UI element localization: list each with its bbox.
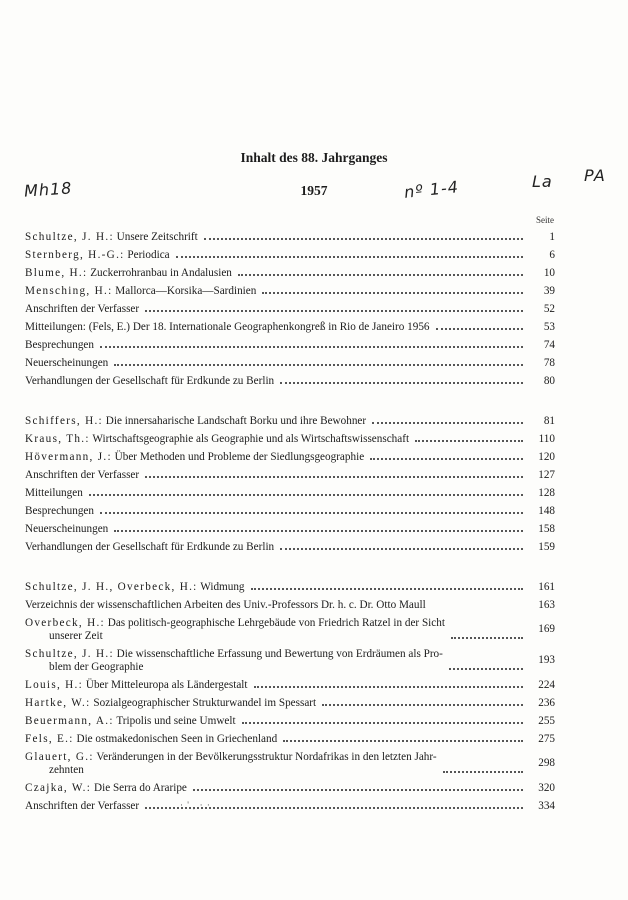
toc-page-number: 53 xyxy=(543,320,555,333)
toc-section xyxy=(25,412,555,556)
toc-page-number: 74 xyxy=(543,338,555,351)
toc-page-number: 78 xyxy=(543,356,555,369)
dot-leader xyxy=(193,789,523,791)
toc-entry-text xyxy=(25,303,139,316)
toc-page-number: 161 xyxy=(538,580,555,593)
toc-entry-text xyxy=(25,599,426,612)
dot-leader xyxy=(283,740,523,742)
toc-entry-line xyxy=(25,617,445,630)
toc-entry xyxy=(25,502,555,520)
toc-entry-text xyxy=(25,679,248,692)
toc-entry xyxy=(25,596,555,614)
toc-entry-text xyxy=(25,285,256,298)
toc-entry xyxy=(25,282,555,300)
dot-leader xyxy=(262,292,523,294)
toc-author: Hartke, W.: xyxy=(25,696,91,709)
toc-entry-line xyxy=(25,267,232,280)
dot-leader xyxy=(449,668,523,670)
toc-title: Das politisch-geographische Lehrgebäude von Friedrich Ratzel in der Sicht xyxy=(107,616,445,629)
dot-leader xyxy=(114,530,523,532)
toc-entry xyxy=(25,228,555,246)
toc-title: Die ostmakedonischen Seen in Griechenland xyxy=(76,732,278,745)
toc-entry-text xyxy=(25,415,366,428)
toc-author: Glauert, G.: xyxy=(25,750,94,763)
handwritten-note-left: Mh18 xyxy=(23,178,73,201)
toc-entry-line xyxy=(25,469,139,482)
dot-leader xyxy=(372,422,523,424)
toc-entry-line xyxy=(25,487,83,500)
toc-entry xyxy=(25,578,555,596)
toc-entry-text xyxy=(25,751,437,777)
toc-title: Die Serra do Araripe xyxy=(94,781,187,794)
toc-page-number: 127 xyxy=(538,468,555,481)
toc-entry-text xyxy=(25,357,108,370)
dot-leader xyxy=(145,476,523,478)
toc-entry-line xyxy=(25,733,277,746)
toc-entry xyxy=(25,538,555,556)
toc-entry-line xyxy=(25,339,94,352)
toc-author: Schultze, J. H.: xyxy=(25,647,114,660)
toc-entry-line xyxy=(25,433,409,446)
toc-entry-line xyxy=(25,648,443,661)
toc-title-continuation: blem der Geographie xyxy=(49,660,144,673)
toc-entry xyxy=(25,694,555,712)
toc-entry-line xyxy=(25,697,316,710)
toc-author: Hövermann, J.: xyxy=(25,450,112,463)
toc-entry-line xyxy=(25,541,274,554)
toc-entry xyxy=(25,614,555,645)
toc-title: Widmung xyxy=(200,580,245,593)
toc-entry xyxy=(25,300,555,318)
toc-entry-line xyxy=(25,523,108,536)
toc-title: Die wissenschaftliche Erfassung und Bewertung von Erdräumen als Pro- xyxy=(116,647,443,660)
toc-entry-line xyxy=(25,782,187,795)
toc-entry-line xyxy=(25,581,245,594)
dot-leader xyxy=(114,364,523,366)
toc-title: Unsere Zeitschrift xyxy=(116,230,198,243)
dot-leader xyxy=(254,686,523,688)
toc-page-number: 275 xyxy=(538,732,555,745)
toc-page-number: 255 xyxy=(538,714,555,727)
toc-title: Mallorca—Korsika—Sardinien xyxy=(115,284,257,297)
toc-page-number: 81 xyxy=(543,414,555,427)
toc-entry-text xyxy=(25,505,94,518)
toc-author: Schultze, J. H.: xyxy=(25,230,114,243)
toc-entry xyxy=(25,797,555,815)
toc-entry xyxy=(25,246,555,264)
page-column-header: Seite xyxy=(536,215,554,225)
toc-entry xyxy=(25,730,555,748)
toc-entry-text xyxy=(25,697,316,710)
toc-title: Anschriften der Verfasser xyxy=(25,302,140,315)
toc-entry xyxy=(25,779,555,797)
toc-title: Über Mitteleuropa als Ländergestalt xyxy=(85,678,248,691)
toc-entry-text xyxy=(25,433,409,446)
toc-page-number: 169 xyxy=(538,623,555,635)
toc-page-number: 236 xyxy=(538,696,555,709)
toc-title-continuation: unserer Zeit xyxy=(49,629,103,642)
toc-entry xyxy=(25,645,555,676)
handwritten-note-middle: nº 1-4 xyxy=(403,177,460,202)
toc-page-number: 334 xyxy=(538,799,555,812)
toc-title: Verhandlungen der Gesellschaft für Erdkunde zu Berlin xyxy=(25,540,275,553)
dot-leader xyxy=(238,274,523,276)
toc-entry xyxy=(25,318,555,336)
toc-section xyxy=(25,228,555,390)
toc-page-number: 52 xyxy=(543,302,555,315)
toc-entry xyxy=(25,712,555,730)
toc-entry-line xyxy=(25,599,426,612)
toc-page-number: 39 xyxy=(543,284,555,297)
toc-entry-text xyxy=(25,487,83,500)
toc-entry-line xyxy=(25,303,139,316)
toc-entry-text xyxy=(25,648,443,674)
toc-entry-line xyxy=(25,231,198,244)
toc-entry-text xyxy=(25,249,170,262)
toc-title: Über Methoden und Probleme der Siedlungsgeographie xyxy=(114,450,365,463)
toc-entry xyxy=(25,676,555,694)
toc-entry-line xyxy=(25,679,248,692)
toc-entry-line xyxy=(25,451,364,464)
page-title: Inhalt des 88. Jahrganges xyxy=(240,150,388,165)
dot-leader xyxy=(89,494,523,496)
toc-author: Sternberg, H.-G.: xyxy=(25,248,125,261)
toc-author: Fels, E.: xyxy=(25,732,74,745)
toc-entry-line xyxy=(25,415,366,428)
toc-entry-line xyxy=(25,715,236,728)
toc-entry-text xyxy=(25,581,245,594)
toc-title: Besprechungen xyxy=(25,338,94,351)
toc-title: Anschriften der Verfasser xyxy=(25,468,140,481)
toc-title-continuation: zehnten xyxy=(49,763,84,776)
toc-entry xyxy=(25,484,555,502)
toc-entry-text xyxy=(25,523,108,536)
toc-section xyxy=(25,578,555,815)
toc-author: Blume, H.: xyxy=(25,266,88,279)
toc-entry xyxy=(25,264,555,282)
toc-title: Verhandlungen der Gesellschaft für Erdkunde zu Berlin xyxy=(25,374,275,387)
toc-entry-text xyxy=(25,469,139,482)
toc-title: Periodica xyxy=(127,248,170,261)
toc-entry-text xyxy=(25,541,274,554)
dot-leader xyxy=(280,382,523,384)
dot-leader xyxy=(443,771,523,773)
dot-leader xyxy=(242,722,523,724)
toc-author: Mensching, H.: xyxy=(25,284,113,297)
toc-entry-line xyxy=(25,751,437,764)
dot-leader xyxy=(100,512,523,514)
dot-leader xyxy=(176,256,523,258)
toc-entry-line xyxy=(25,285,256,298)
toc-author: Beuermann, A.: xyxy=(25,714,114,727)
toc-page-number: 298 xyxy=(538,757,555,769)
toc-page-number: 128 xyxy=(538,486,555,499)
dot-leader xyxy=(204,238,523,240)
toc-author: Schiffers, H.: xyxy=(25,414,103,427)
toc-entry-line xyxy=(25,800,139,813)
toc-entry-text xyxy=(25,733,277,746)
toc-page-number: 1 xyxy=(549,230,555,243)
toc-entry-text xyxy=(25,451,364,464)
toc-entry-line xyxy=(25,375,274,388)
dot-leader xyxy=(145,310,523,312)
toc-entry-line xyxy=(25,357,108,370)
toc-entry-text xyxy=(25,800,139,813)
toc-page-number: 80 xyxy=(543,374,555,387)
dot-leader xyxy=(451,637,523,639)
toc-page-number: 320 xyxy=(538,781,555,794)
toc-entry-text xyxy=(25,267,232,280)
toc-entry-text xyxy=(25,231,198,244)
toc-entry-text xyxy=(25,782,187,795)
toc-title: Die innersaharische Landschaft Borku und ihre Bewohner xyxy=(105,414,367,427)
toc-entry xyxy=(25,354,555,372)
toc-entry xyxy=(25,748,555,779)
toc-page-number: 148 xyxy=(538,504,555,517)
toc-title: Mitteilungen: (Fels, E.) Der 18. Internationale Geographenkongreß in Rio de Janeiro 1956 xyxy=(25,320,430,333)
dot-leader xyxy=(436,328,523,330)
toc-entry xyxy=(25,372,555,390)
dot-leader xyxy=(251,588,523,590)
toc-page-number: 163 xyxy=(538,598,555,611)
dot-leader xyxy=(280,548,523,550)
handwritten-note-right-1: La xyxy=(532,172,553,191)
dot-leader xyxy=(370,458,523,460)
handwritten-note-right-2: PA xyxy=(584,166,606,185)
toc-page-number: 10 xyxy=(543,266,555,279)
toc-entry-line xyxy=(25,249,170,262)
toc-author: Overbeck, H.: xyxy=(25,616,105,629)
toc-entry xyxy=(25,466,555,484)
toc-title: Sozialgeographischer Strukturwandel im Spessart xyxy=(93,696,317,709)
toc-page-number: 6 xyxy=(549,248,555,261)
toc-author: Czajka, W.: xyxy=(25,781,92,794)
toc-entry-text xyxy=(25,321,430,334)
toc-title: Anschriften der Verfasser xyxy=(25,799,140,812)
toc-page-number: 158 xyxy=(538,522,555,535)
toc-page-number: 193 xyxy=(538,654,555,666)
toc-page-number: 159 xyxy=(538,540,555,553)
toc-title: Veränderungen in der Bevölkerungsstruktur Nordafrikas in den letzten Jahr- xyxy=(96,750,437,763)
toc-entry-text xyxy=(25,339,94,352)
toc-entry xyxy=(25,430,555,448)
volume-year: 1957 xyxy=(300,183,328,198)
toc-title: Verzeichnis der wissenschaftlichen Arbeiten des Univ.-Professors Dr. h. c. Dr. Otto Maull xyxy=(25,598,426,611)
toc-page-number: 110 xyxy=(538,432,555,445)
toc-title: Besprechungen xyxy=(25,504,94,517)
toc-entry-line xyxy=(25,505,94,518)
toc-title: Wirtschaftsgeographie als Geographie und als Wirtschaftswissenschaft xyxy=(92,432,410,445)
dot-leader xyxy=(322,704,523,706)
toc-entry-line xyxy=(25,321,430,334)
toc-page-number: 120 xyxy=(538,450,555,463)
toc-page-number: 224 xyxy=(538,678,555,691)
toc-entry-text xyxy=(25,375,274,388)
toc-title: Mitteilungen xyxy=(25,486,83,499)
toc-title: Neuerscheinungen xyxy=(25,356,109,369)
toc-entry xyxy=(25,520,555,538)
toc-entry-text xyxy=(25,715,236,728)
toc-author: Louis, H.: xyxy=(25,678,84,691)
toc-author: Kraus, Th.: xyxy=(25,432,90,445)
toc-title: Zuckerrohranbau in Andalusien xyxy=(90,266,232,279)
stamp-mark: · ' , · · xyxy=(180,800,211,810)
toc-title: Tripolis und seine Umwelt xyxy=(116,714,236,727)
toc-entry xyxy=(25,448,555,466)
dot-leader xyxy=(415,440,523,442)
toc-entry-text xyxy=(25,617,445,643)
toc-entry xyxy=(25,412,555,430)
table-of-contents xyxy=(25,228,555,815)
toc-author: Schultze, J. H., Overbeck, H.: xyxy=(25,580,198,593)
dot-leader xyxy=(100,346,523,348)
toc-title: Neuerscheinungen xyxy=(25,522,109,535)
toc-entry xyxy=(25,336,555,354)
